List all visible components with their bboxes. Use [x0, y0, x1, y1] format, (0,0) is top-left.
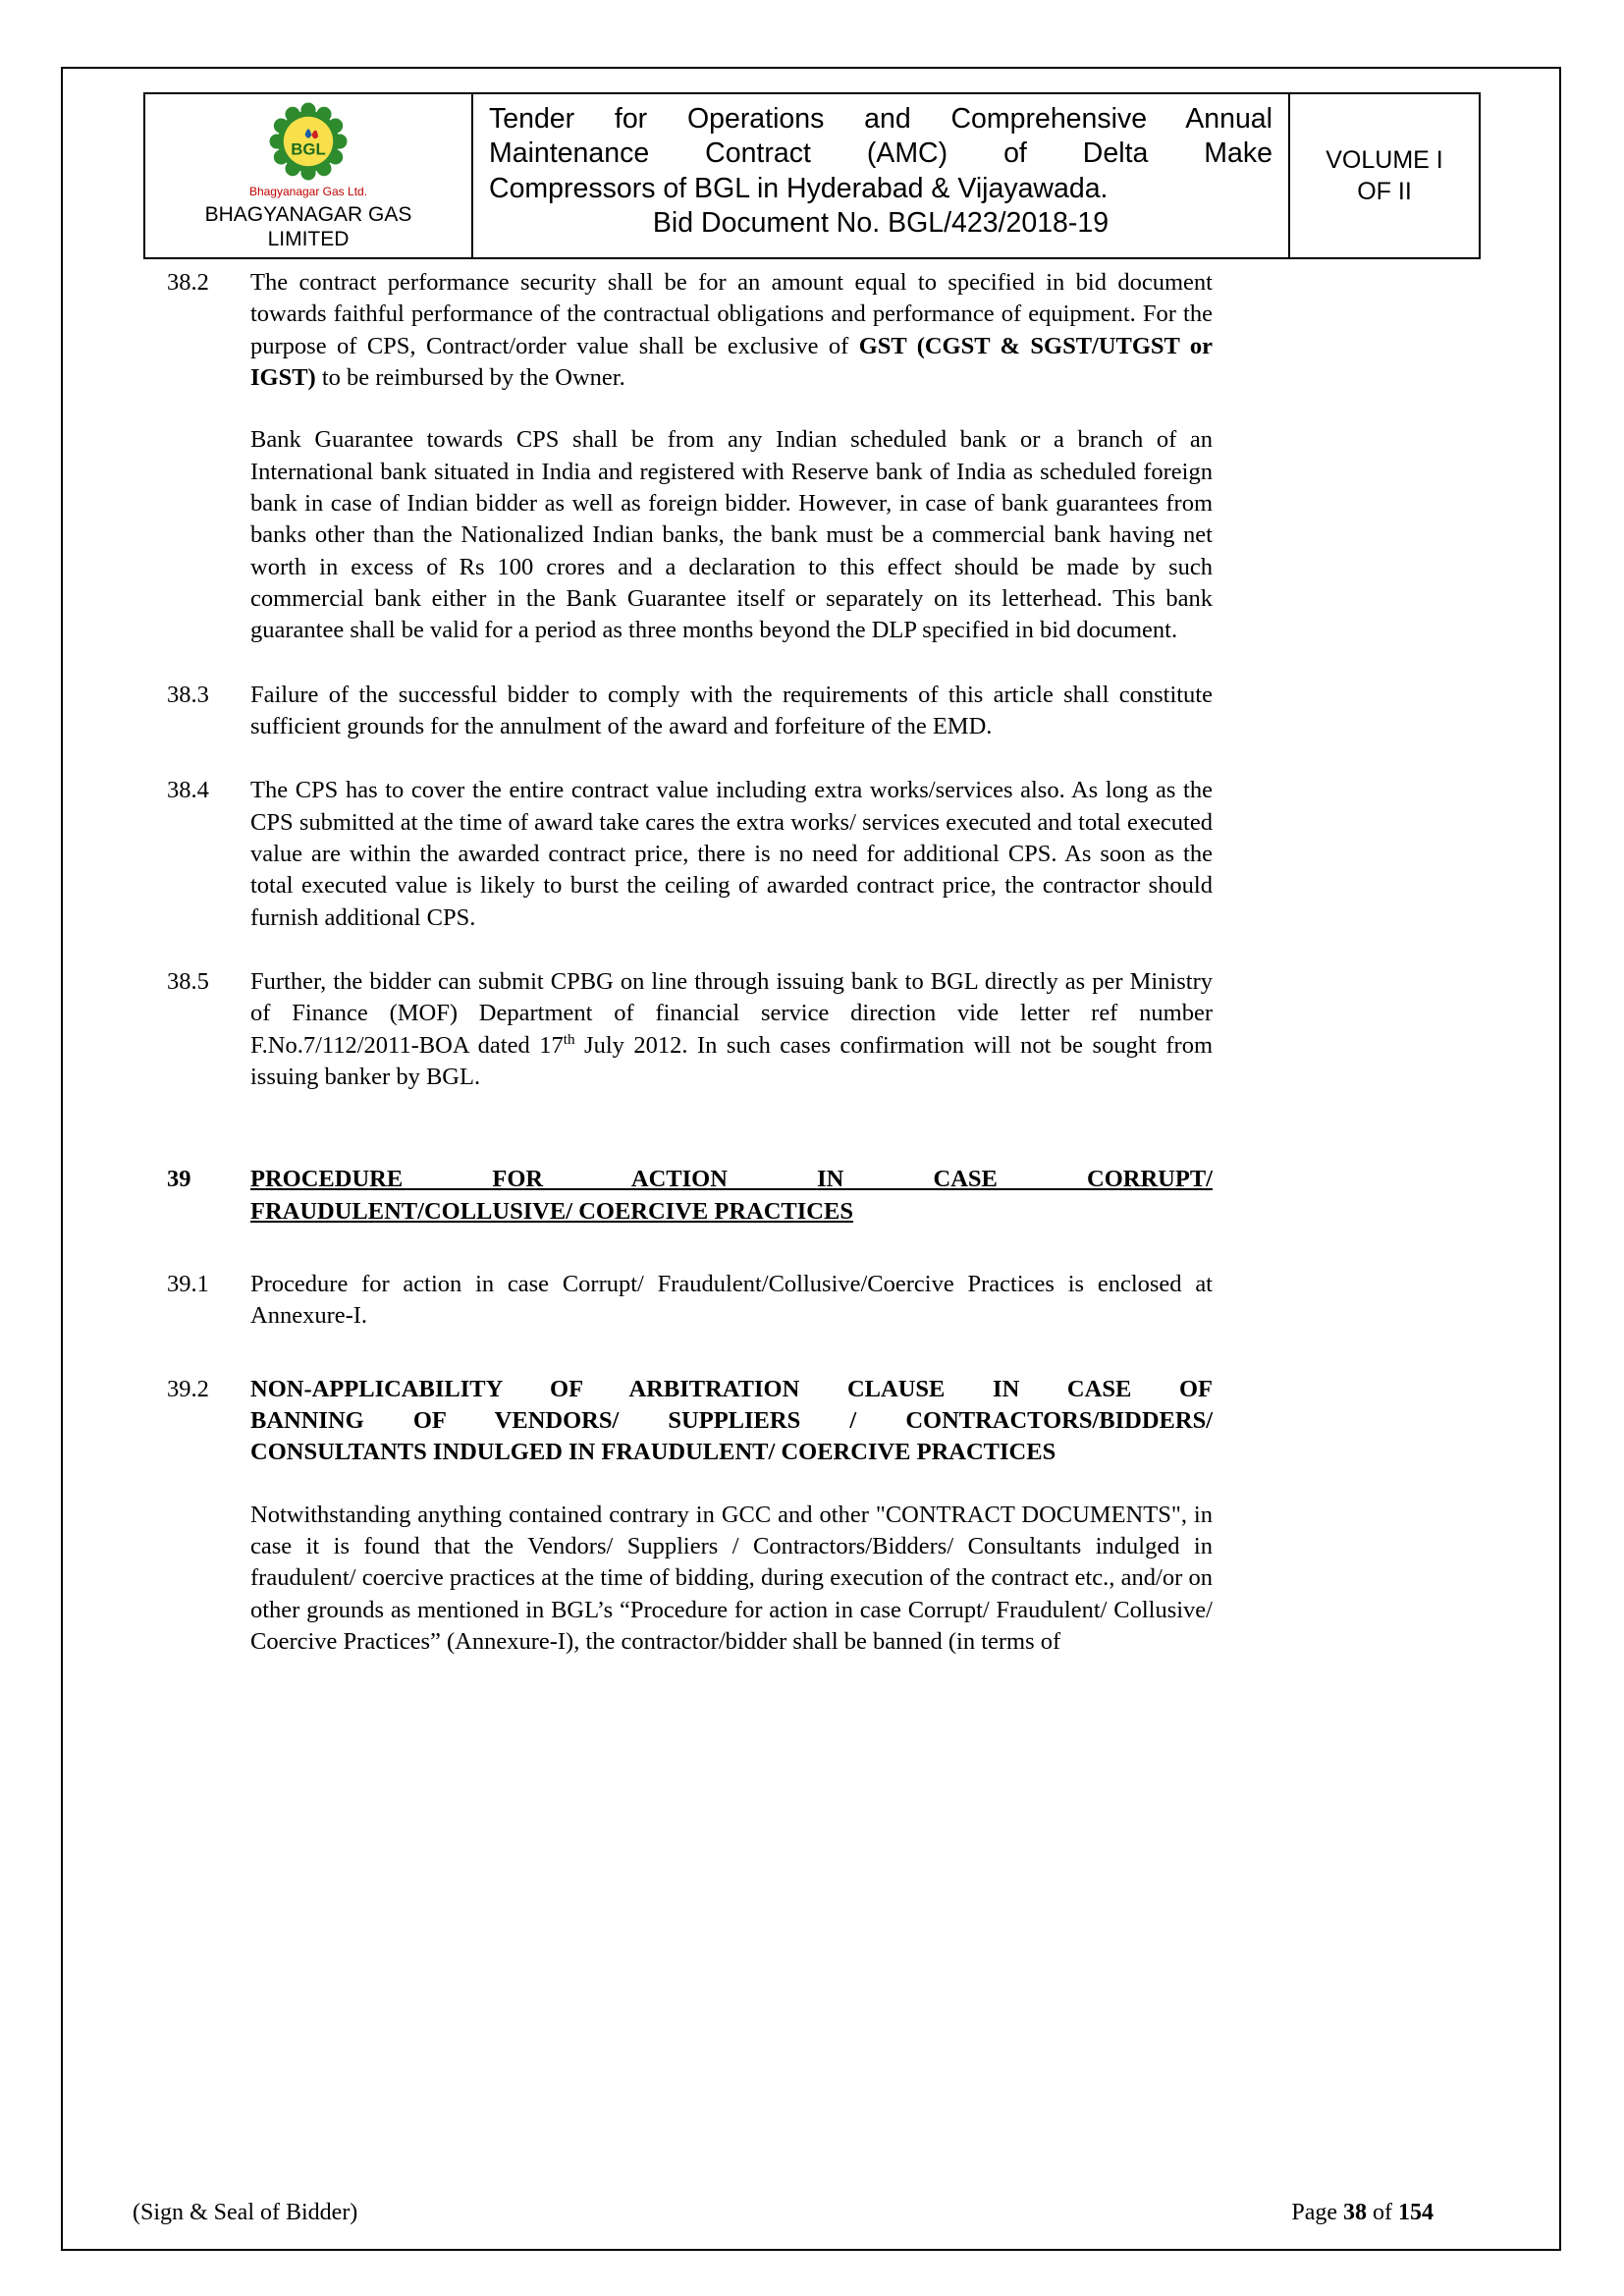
section-heading-line: PROCEDURE FOR ACTION IN CASE CORRUPT/ — [250, 1166, 1213, 1193]
svg-text:BGL: BGL — [291, 139, 326, 159]
section-38-3 — [167, 680, 1213, 743]
page-indicator — [1291, 2200, 1434, 2226]
volume-cell — [1290, 94, 1479, 257]
superscript-text: th — [563, 1030, 575, 1048]
title-line-3: Compressors of BGL in Hyderabad & Vijayawada. — [489, 172, 1109, 204]
section-38-5 — [167, 966, 1213, 1093]
paragraph: Procedure for action in case Corrupt/ Fraudulent/Collusive/Coercive Practices is enclosed at Annexure-I. — [250, 1270, 1213, 1330]
paragraph-text: July 2012. In such cases confirmation will not be sought from issuing banker by BGL. — [250, 1031, 1213, 1090]
of-word: of — [1367, 2200, 1398, 2225]
paragraph-text: to be reimbursed by the Owner. — [315, 363, 625, 391]
volume-line-1: VOLUME I — [1326, 145, 1443, 174]
header-table — [143, 92, 1481, 259]
paragraph: The CPS has to cover the entire contract value including extra works/services also. As long as the CPS submitted at the time of award take cares the extra works/ services executed and total executed value are within the awarded contract price, there is no need for additional CPS. As soon as the total executed value is likely to burst the ceiling of awarded contract price, the contractor should furnish additional CPS. — [250, 777, 1213, 931]
paragraph-text: The contract performance security shall be for an amount equal to specified in bid document towards faithful performance of the contractual obligations and performance of equipment. For the purpose of CPS, Contract/order value shall be exclusive of — [250, 269, 1213, 359]
company-name-line1: BHAGYANAGAR GAS — [204, 203, 412, 226]
section-heading-line: CONSULTANTS INDULGED IN FRAUDULENT/ COERCIVE PRACTICES — [250, 1439, 1056, 1466]
bid-document-number: Bid Document No. BGL/423/2018-19 — [652, 206, 1110, 239]
page-footer — [133, 2200, 1434, 2226]
title-line-2: Maintenance Contract (AMC) of Delta Make — [489, 137, 1272, 170]
paragraph — [250, 966, 1213, 1093]
logo-cell — [145, 94, 473, 257]
section-number: 39.2 — [167, 1375, 209, 1402]
sign-seal-label: (Sign & Seal of Bidder) — [133, 2200, 358, 2225]
section-38-4 — [167, 775, 1213, 934]
section-heading-line: NON-APPLICABILITY OF ARBITRATION CLAUSE IN CASE OF — [250, 1375, 1213, 1402]
logo-caption: Bhagyanagar Gas Ltd. — [248, 185, 368, 198]
paragraph-bold-text: GST (CGST & SGST/UTGST or IGST) — [250, 332, 1213, 391]
title-line-1: Tender for Operations and Comprehensive Annual — [489, 103, 1272, 135]
section-number: 38.2 — [167, 269, 209, 296]
company-name-line2: LIMITED — [267, 228, 350, 251]
page-number: 38 — [1343, 2200, 1367, 2225]
section-number: 38.3 — [167, 681, 209, 708]
section-number: 39.1 — [167, 1270, 209, 1297]
paragraph: Bank Guarantee towards CPS shall be from any Indian scheduled bank or a branch of an International bank situated in India and registered with Reserve bank of India as scheduled foreign bank in case of Indian bidder as well as foreign bidder. However, in case of bank guarantees from banks other than the Nationalized Indian banks, the bank must be a commercial bank having net worth in excess of Rs 100 crores and a declaration to this effect should be made by such commercial bank either in the Bank Guarantee itself or separately on its letterhead. This bank guarantee shall be valid for a period as three months beyond the DLP specified in bid document. — [250, 426, 1213, 644]
total-pages: 154 — [1398, 2200, 1434, 2225]
document-content — [167, 267, 1213, 1658]
paragraph: Failure of the successful bidder to comply with the requirements of this article shall constitute sufficient grounds for the annulment of the award and forfeiture of the EMD. — [250, 681, 1213, 739]
paragraph: Notwithstanding anything contained contrary in GCC and other "CONTRACT DOCUMENTS", in case it is found that the Vendors/ Suppliers / Contractors/Bidders/ Consultants indulged in fraudulent/ coercive practices at the time of bidding, during execution of the contract etc., and/or on other grounds as mentioned in BGL’s “Procedure for action in case Corrupt/ Fraudulent/ Collusive/ Coercive Practices” (Annexure-I), the contractor/bidder shall be banned (in terms of — [250, 1501, 1213, 1655]
section-number: 39 — [167, 1166, 191, 1193]
volume-line-2: OF II — [1357, 178, 1412, 206]
section-39-2 — [167, 1374, 1213, 1659]
paragraph-text: Further, the bidder can submit CPBG on line through issuing bank to BGL directly as per Ministry of Finance (MOF) Department of financial service direction vide letter ref number F.No.7/112/2011-BOA dated 17 — [250, 967, 1213, 1059]
page-word: Page — [1291, 2200, 1343, 2225]
section-heading-line: BANNING OF VENDORS/ SUPPLIERS / CONTRACTORS/BIDDERS/ — [250, 1406, 1213, 1434]
section-38-2 — [167, 267, 1213, 647]
bgl-logo-icon — [267, 100, 350, 183]
section-number: 38.5 — [167, 967, 209, 995]
section-heading-line: FRAUDULENT/COLLUSIVE/ COERCIVE PRACTICES — [250, 1197, 853, 1225]
section-number: 38.4 — [167, 777, 209, 804]
paragraph — [250, 267, 1213, 394]
tender-title-cell — [473, 94, 1290, 257]
section-39-1 — [167, 1269, 1213, 1333]
section-39 — [167, 1164, 1213, 1228]
